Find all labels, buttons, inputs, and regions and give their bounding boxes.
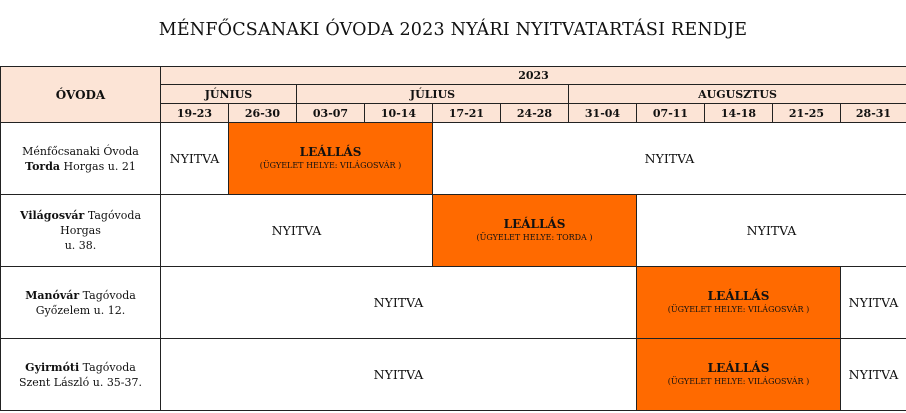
open-cell: NYITVA: [841, 267, 906, 339]
open-cell: NYITVA: [161, 339, 637, 411]
week-header: 17-21: [433, 104, 501, 123]
open-cell: NYITVA: [841, 339, 906, 411]
week-header: 28-31: [841, 104, 906, 123]
closure-title: LEÁLLÁS: [707, 289, 770, 303]
kindergarten-name: Gyirmóti Tagóvoda Szent László u. 35-37.: [1, 339, 161, 411]
table-row: [1, 195, 906, 267]
open-cell: NYITVA: [161, 267, 637, 339]
kindergarten-name: Manóvár Tagóvoda Győzelem u. 12.: [1, 267, 161, 339]
open-cell: NYITVA: [433, 123, 906, 195]
closure-cell: [637, 267, 841, 339]
closure-title: LEÁLLÁS: [503, 217, 566, 231]
open-cell: NYITVA: [637, 195, 906, 267]
week-header: 24-28: [501, 104, 569, 123]
table-row: [1, 123, 906, 195]
closure-title: LEÁLLÁS: [299, 145, 362, 159]
week-header: 19-23: [161, 104, 229, 123]
schedule-table: [0, 66, 906, 411]
week-header: 26-30: [229, 104, 297, 123]
closure-note: (ÜGYELET HELYE: TORDA ): [476, 233, 593, 242]
closure-title: LEÁLLÁS: [707, 361, 770, 375]
closure-note: (ÜGYELET HELYE: VILÁGOSVÁR ): [667, 377, 810, 386]
closure-cell: [637, 339, 841, 411]
ovoda-header: ÓVODA: [1, 67, 161, 123]
week-header: 21-25: [773, 104, 841, 123]
kindergarten-name: Világosvár Tagóvoda Horgas u. 38.: [1, 195, 161, 267]
closure-note: (ÜGYELET HELYE: VILÁGOSVÁR ): [259, 161, 402, 170]
week-header: 31-04: [569, 104, 637, 123]
year-header: 2023: [161, 67, 906, 85]
closure-note: (ÜGYELET HELYE: VILÁGOSVÁR ): [667, 305, 810, 314]
open-cell: NYITVA: [161, 123, 229, 195]
kindergarten-name: Ménfőcsanaki Óvoda Torda Horgas u. 21: [1, 123, 161, 195]
table-row: [1, 267, 906, 339]
month-june: JÚNIUS: [161, 85, 297, 104]
closure-cell: [433, 195, 637, 267]
week-header: 14-18: [705, 104, 773, 123]
month-july: JÚLIUS: [297, 85, 569, 104]
table-row: [1, 339, 906, 411]
week-header: 10-14: [365, 104, 433, 123]
open-cell: NYITVA: [161, 195, 433, 267]
month-august: AUGUSZTUS: [569, 85, 906, 104]
closure-cell: [229, 123, 433, 195]
week-header: 03-07: [297, 104, 365, 123]
week-header: 07-11: [637, 104, 705, 123]
page-title: MÉNFŐCSANAKI ÓVODA 2023 NYÁRI NYITVATARTÁSI RENDJE: [158, 20, 748, 40]
